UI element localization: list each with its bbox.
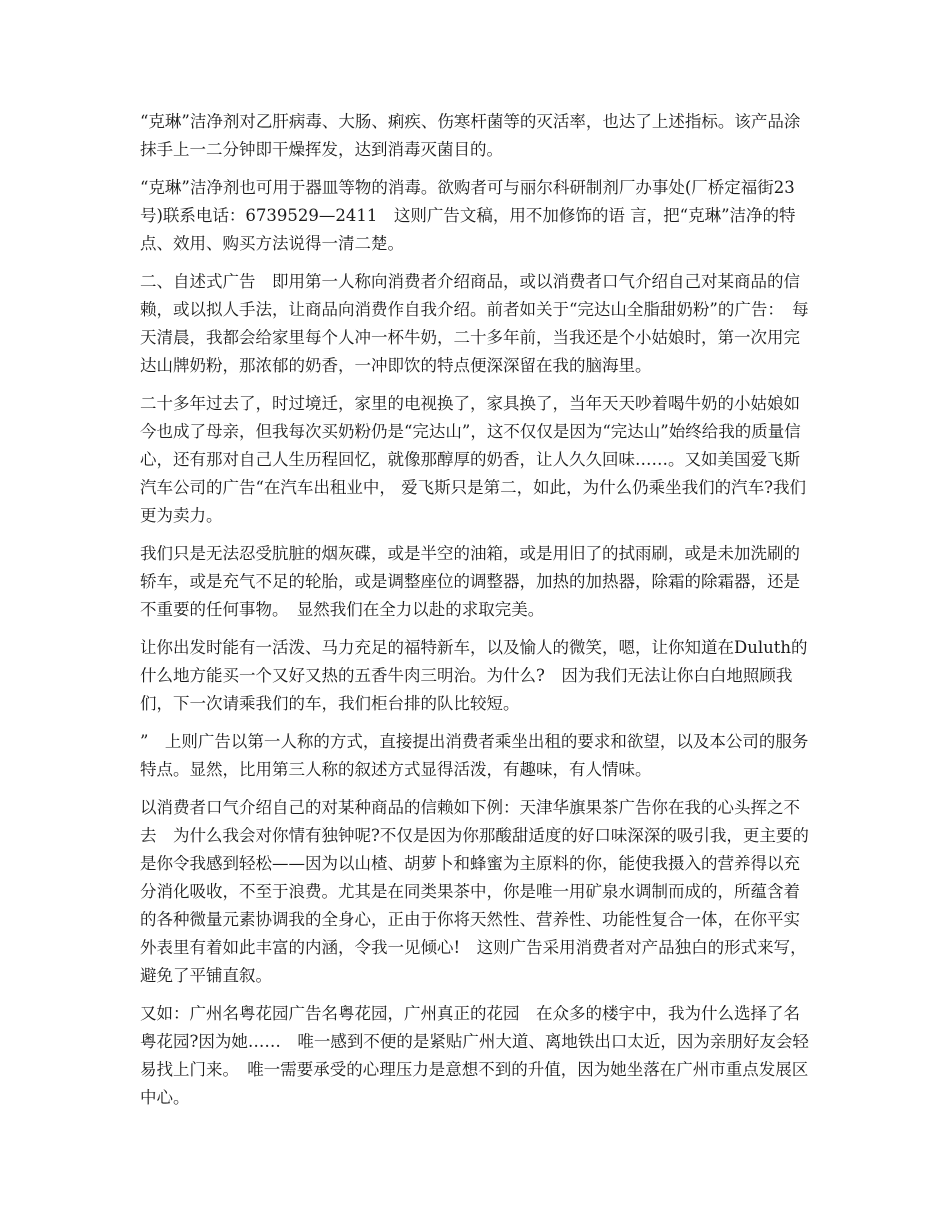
paragraph-wandashan-memory: 二十多年过去了，时过境迁，家里的电视换了，家具换了，当年天天吵着喝牛奶的小姑娘如今也成了母亲，但我每次买奶粉仍是“完达山”，这不仅仅是因为“完达山”始终给我的质量信心，还有那对自己人生历程回忆，就像那醇厚的奶香，让人久久回味……。又如美国爱飞斯汽车公司的广告“在汽车出租业中， 爱飞斯只是第二，如此，为什么仍乘坐我们的汽车?我们更为卖力。 — [140, 394, 807, 525]
paragraph-avis-ford: 让你出发时能有一活泼、马力充足的福特新车，以及愉人的微笑，嗯，让你知道在Duluth的什么地方能买一个又好又热的五香牛肉三明治。为什么? 因为我们无法让你白白地照顾我们，下一次请乘我们的车，我们柜台排的队比较短。 — [140, 638, 808, 713]
paragraph-mingyue-garden: 又如：广州名粤花园广告名粤花园，广州真正的花园 在众多的楼宇中，我为什么选择了名粤花园?因为她…… 唯一感到不便的是紧贴广州大道、离地铁出口太近，因为亲朋好友会轻易找上门来。 唯一需要承受的心理压力是意想不到的升值，因为她坐落在广州市重点发展区中心。 — [140, 1004, 809, 1107]
paragraph-first-person-analysis: ” 上则广告以第一人称的方式，直接提出消费者乘坐出租的要求和欲望，以及本公司的服务特点。显然，比用第三人称的叙述方式显得活泼，有趣味，有人情味。 — [140, 732, 809, 779]
paragraph-huaqi-tea: 以消费者口气介绍自己的对某种商品的信赖如下例：天津华旗果茶广告你在我的心头挥之不去 为什么我会对你情有独钟呢?不仅是因为你那酸甜适度的好口味深深的吸引我，更主要的是你令我感到轻松——因为以山楂、胡萝卜和蜂蜜为主原料的你，能使我摄入的营养得以充分消化吸收，不至于浪费。尤其是在同类果茶中，你是唯一用矿泉水调制而成的，所蕴含着的各种微量元素协调我的全身心，正由于你将天然性、营养性、功能性复合一体，在你平实外表里有着如此丰富的内涵，令我一见倾心! 这则广告采用消费者对产品独白的形式来写，避免了平铺直叙。 — [140, 798, 809, 985]
paragraph-kelin-disinfection-rate: “克琳”洁净剂对乙肝病毒、大肠、痢疾、伤寒杆菌等的灭活率，也达了上述指标。该产品涂抹手上一二分钟即干燥挥发，达到消毒灭菌目的。 — [140, 112, 801, 159]
document-body — [140, 108, 812, 1122]
paragraph-avis-service: 我们只是无法忍受肮脏的烟灰碟，或是半空的油箱，或是用旧了的拭雨刷，或是未加洗刷的轿车，或是充气不足的轮胎，或是调整座位的调整器，加热的加热器，除霜的除霜器，还是不重要的任何事物。 显然我们在全力以赴的求取完美。 — [140, 544, 800, 619]
paragraph-self-narration-ad: 二、自述式广告 即用第一人称向消费者介绍商品，或以消费者口气介绍自己对某商品的信赖，或以拟人手法，让商品向消费作自我介绍。前者如关于“完达山全脂甜奶粉”的广告： 每天清晨，我都会给家里每个人冲一杯牛奶，二十多年前，当我还是个小姑娘时，第一次用完达山牌奶粉，那浓郁的奶香，一冲即饮的特点便深深留在我的脑海里。 — [140, 272, 809, 375]
paragraph-kelin-contact: “克琳”洁净剂也可用于器皿等物的消毒。欲购者可与丽尔科研制剂厂办事处(厂桥定福街23号)联系电话：6739529—2411 这则广告文稿，用不加修饰的语 言，把“克琳”洁净的特点、效用、购买方法说得一清二楚。 — [140, 178, 796, 253]
